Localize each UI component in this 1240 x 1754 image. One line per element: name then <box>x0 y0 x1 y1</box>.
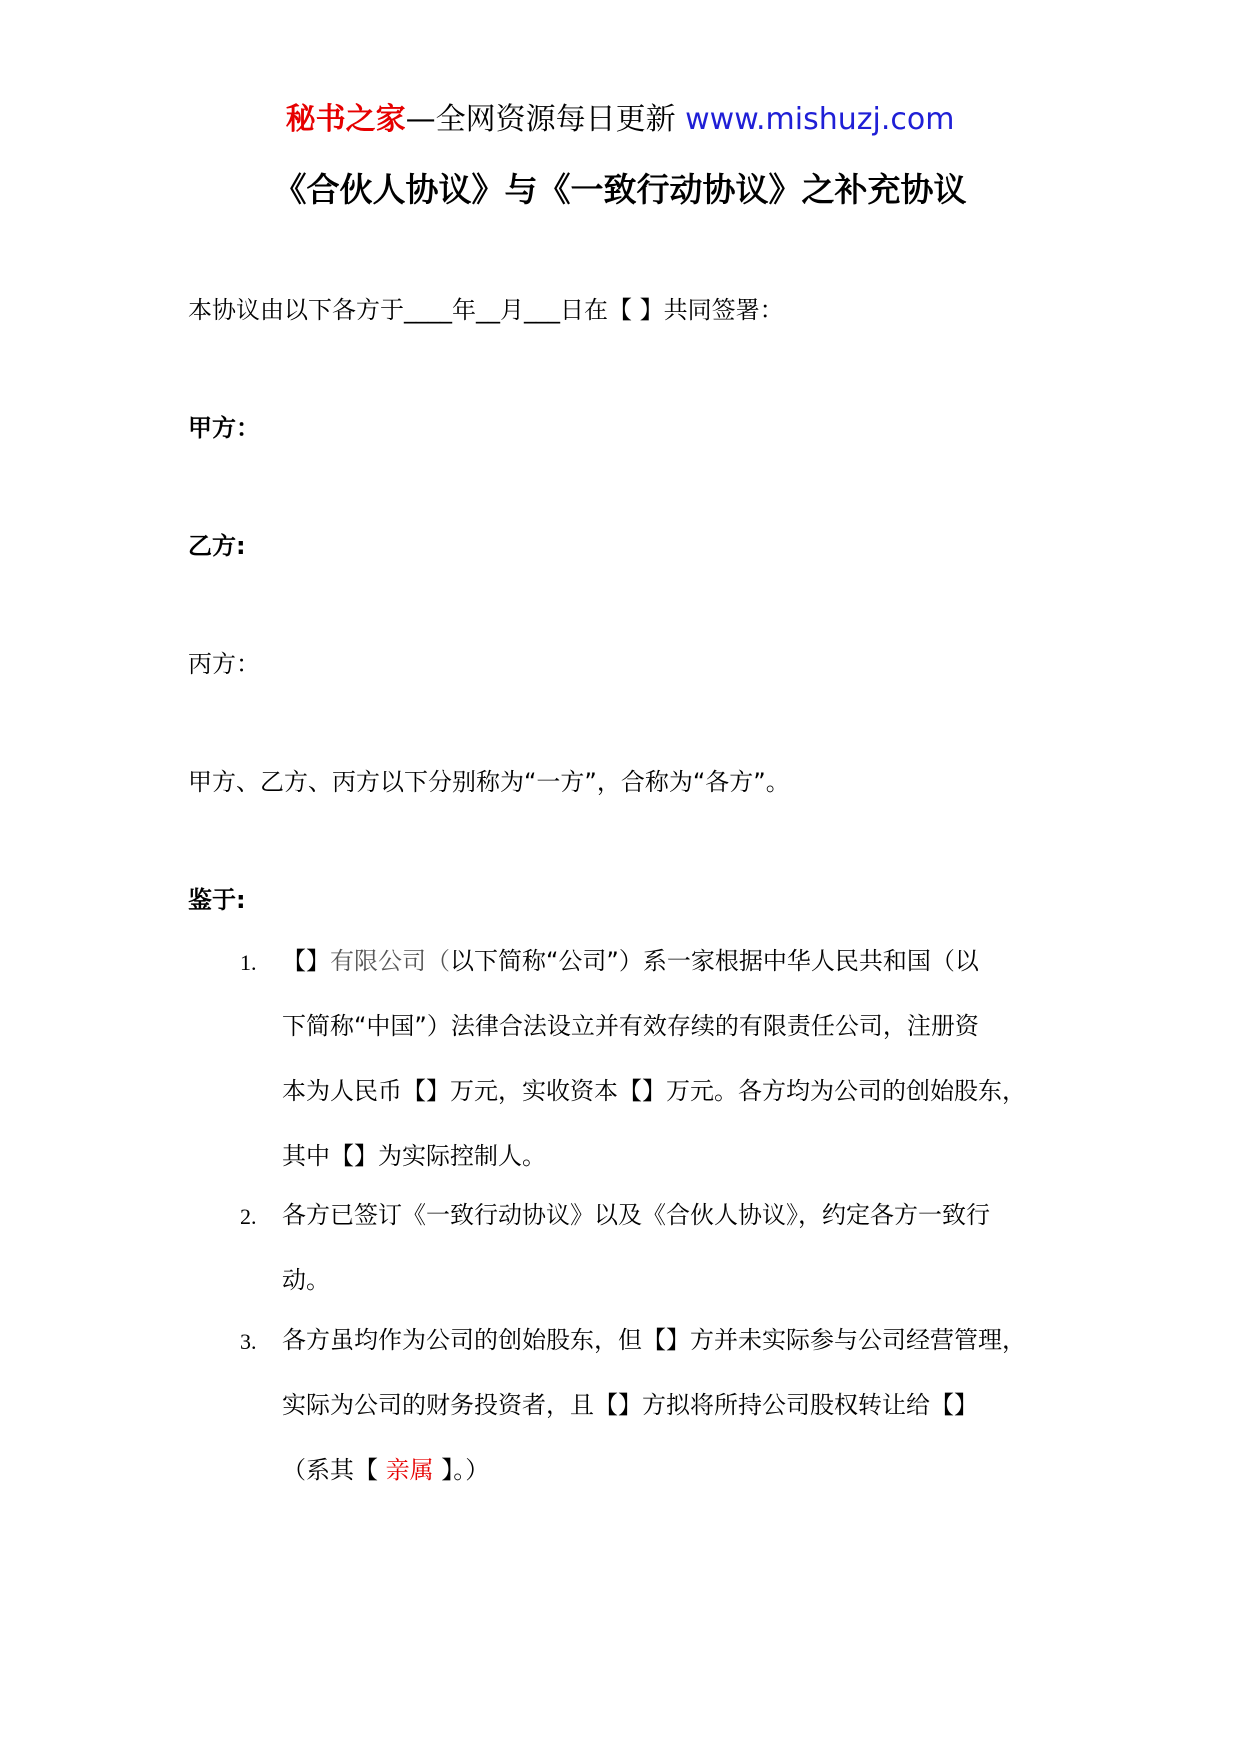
party-a-label: 甲方： <box>188 414 260 442</box>
intro-line: 本协议由以下各方于____年__月___日在【 】共同签署： <box>188 296 784 324</box>
site-header <box>0 100 1240 140</box>
company-name-text: 有限公司（ <box>330 947 450 975</box>
item-line-text: 】。） <box>433 1456 490 1484</box>
whereas-label: 鉴于: <box>188 886 246 914</box>
item-line: 实际为公司的财务投资者，且【】方拟将所持公司股权转让给【】 <box>282 1391 978 1419</box>
party-b-label: 乙方: <box>188 532 246 560</box>
item-number: 1. <box>240 950 257 975</box>
item-number: 2. <box>240 1204 257 1229</box>
item-line-text: （系其【 <box>282 1456 386 1484</box>
item-line <box>282 945 979 977</box>
header-slogan: —全网资源每日更新 <box>405 102 686 137</box>
naming-clause: 甲方、乙方、丙方以下分别称为“一方”，合称为“各方”。 <box>188 768 790 796</box>
item-line: 其中【】为实际控制人。 <box>282 1142 546 1170</box>
item-line: 各方虽均作为公司的创始股东，但【】方并未实际参与公司经营管理， <box>282 1326 1026 1354</box>
item-line: 下简称“中国”）法律合法设立并有效存续的有限责任公司，注册资 <box>282 1012 979 1040</box>
site-url-link[interactable]: www.mishuzj.com <box>685 102 955 137</box>
brand-name: 秘书之家 <box>285 102 406 137</box>
item-line: 本为人民币【】万元，实收资本【】万元。各方均为公司的创始股东， <box>282 1077 1026 1105</box>
item-line-text: 以下简称“公司”）系一家根据中华人民共和国（以 <box>450 947 979 975</box>
item-line: 各方已签订《一致行动协议》以及《合伙人协议》，约定各方一致行 <box>282 1201 990 1229</box>
item-number: 3. <box>240 1329 257 1354</box>
document-title: 《合伙人协议》与《一致行动协议》之补充协议 <box>273 170 967 209</box>
item-line <box>282 1454 489 1486</box>
highlighted-term: 亲属 <box>385 1456 434 1484</box>
bracket-placeholder: 【】 <box>282 947 330 975</box>
party-c-label: 丙方： <box>188 650 260 678</box>
item-line: 动。 <box>282 1266 330 1294</box>
